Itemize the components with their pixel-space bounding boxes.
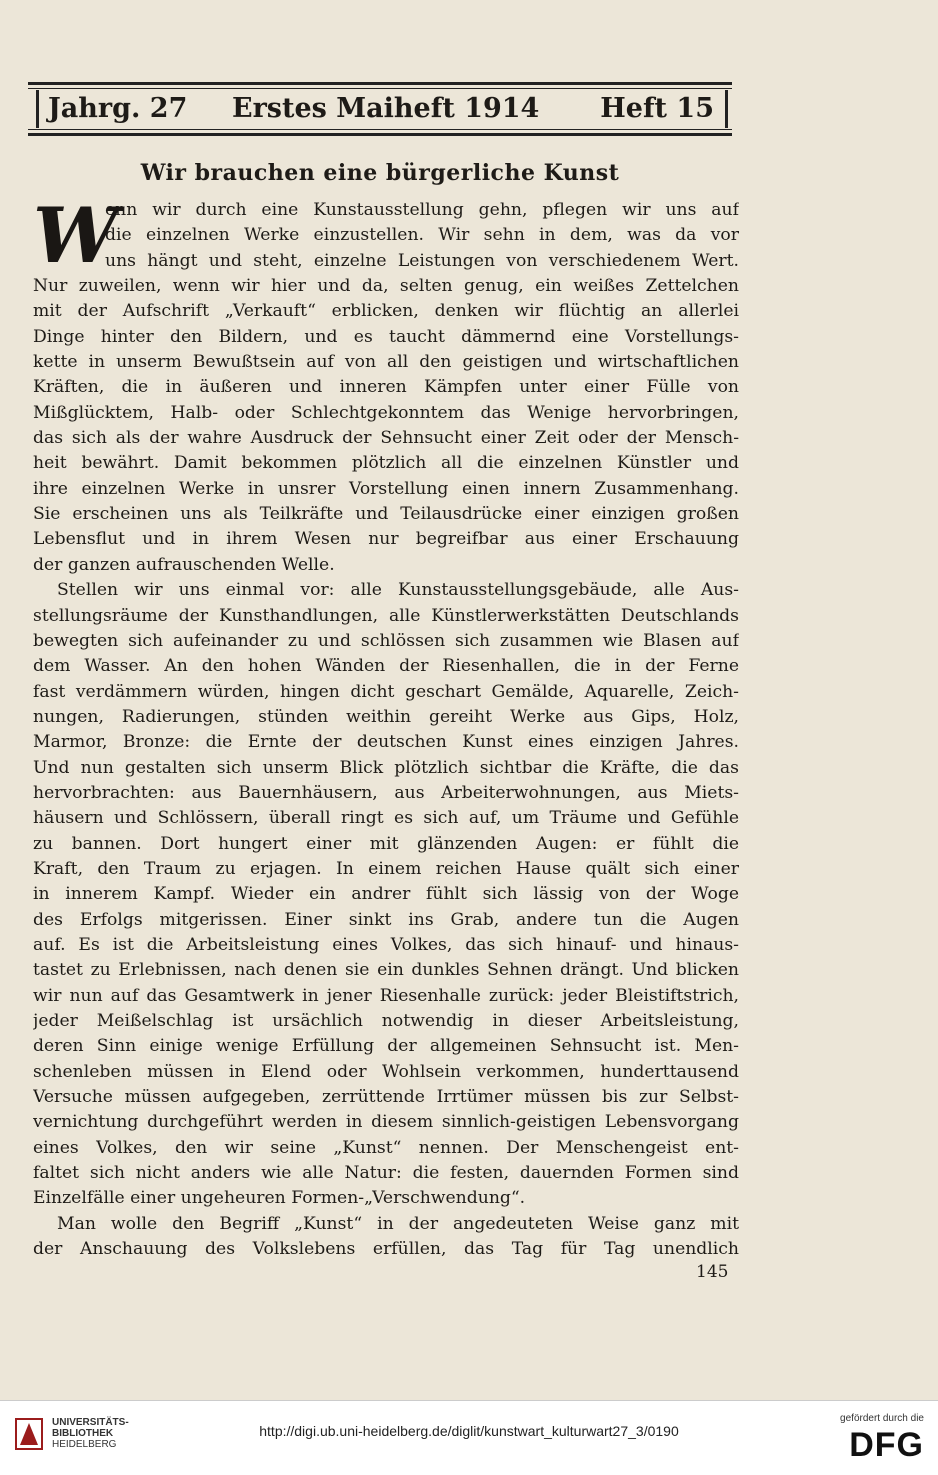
text-line: Marmor, Bronze: die Ernte der deutschen Kunst eines einzigen Jahres. bbox=[33, 732, 739, 753]
dfg-logo: DFG bbox=[849, 1426, 924, 1464]
text-line: kette in unserm Bewußtsein auf von all den geistigen und wirtschaftlichen bbox=[33, 352, 739, 373]
header-volume: Jahrg. 27 bbox=[48, 93, 188, 124]
funded-by-caption: gefördert durch die bbox=[840, 1413, 924, 1424]
text-line: mit der Aufschrift „Verkauft“ erblicken, denken wir flüchtig an allerlei bbox=[33, 301, 739, 322]
text-line: die einzelnen Werke einzustellen. Wir sehn in dem, was da vor bbox=[105, 225, 739, 246]
text-line: das sich als der wahre Ausdruck der Sehnsucht einer Zeit oder der Mensch- bbox=[33, 428, 739, 449]
text-line: Stellen wir uns einmal vor: alle Kunstausstellungsgebäude, alle Aus- bbox=[57, 580, 739, 601]
library-line-2: BIBLIOTHEK bbox=[52, 1428, 114, 1439]
text-line: in innerem Kampf. Wieder ein andrer fühlt sich lässig von der Woge bbox=[33, 884, 739, 905]
header-issue-title: Erstes Maiheft 1914 bbox=[232, 93, 540, 124]
text-line: Lebensflut und in ihrem Wesen nur begreifbar aus einer Erschauung bbox=[33, 529, 739, 550]
text-line: schenleben müssen in Elend oder Wohlsein verkommen, hunderttausend bbox=[33, 1061, 739, 1082]
text-line: nungen, Radierungen, stünden weithin gereiht Werke aus Gips, Holz, bbox=[33, 706, 739, 727]
text-line: wir nun auf das Gesamtwerk in jener Riesenhalle zurück: jeder Bleistiftstrich, bbox=[33, 985, 739, 1006]
drop-cap: W bbox=[33, 191, 119, 280]
text-line: faltet sich nicht anders wie alle Natur: die festen, dauernden Formen sind bbox=[33, 1163, 739, 1184]
text-line: Versuche müssen aufgegeben, zerrüttende Irrtümer müssen bis zur Selbst- bbox=[33, 1087, 739, 1108]
library-line-1: UNIVERSITÄTS- bbox=[52, 1417, 129, 1428]
text-line: Einzelfälle einer ungeheuren Formen-„Verschwendung“. bbox=[33, 1188, 526, 1209]
text-line: häusern und Schlössern, überall ringt es sich auf, um Träume und Gefühle bbox=[33, 808, 739, 829]
library-line-3: HEIDELBERG bbox=[52, 1439, 117, 1450]
viewer-footer bbox=[0, 1400, 938, 1475]
text-line: tastet zu Erlebnissen, nach denen sie ein dunkles Sehnen drängt. Und blicken bbox=[33, 960, 739, 981]
page-number: 145 bbox=[696, 1262, 729, 1282]
text-line: Kräften, die in äußeren und inneren Kämpfen unter einer Fülle von bbox=[33, 377, 739, 398]
text-line: des Erfolgs mitgerissen. Einer sinkt ins Grab, andere tun die Augen bbox=[33, 909, 739, 930]
text-line: ihre einzelnen Werke in unsrer Vorstellung einen innern Zusammenhang. bbox=[33, 478, 739, 499]
permalink-url[interactable]: http://digi.ub.uni-heidelberg.de/diglit/kunstwart_kulturwart27_3/0190 bbox=[259, 1423, 679, 1439]
text-line: Mißglücktem, Halb- oder Schlechtgekonntem das Wenige hervorbringen, bbox=[33, 402, 739, 423]
article-body bbox=[33, 191, 739, 1262]
text-line: hervorbrachten: aus Bauernhäusern, aus Arbeiterwohnungen, aus Miets- bbox=[33, 782, 739, 803]
text-line: Dinge hinter den Bildern, und es taucht dämmernd eine Vorstellungs- bbox=[33, 326, 739, 347]
text-line: uns hängt und steht, einzelne Leistungen von verschiedenem Wert. bbox=[105, 250, 739, 271]
text-line: auf. Es ist die Arbeitsleistung eines Volkes, das sich hinauf- und hinaus- bbox=[33, 934, 739, 955]
text-line: fast verdämmern würden, hingen dicht geschart Gemälde, Aquarelle, Zeich- bbox=[33, 681, 739, 702]
text-line: Und nun gestalten sich unserm Blick plötzlich sichtbar die Kräfte, die das bbox=[33, 757, 739, 778]
text-line: bewegten sich aufeinander zu und schlössen sich zusammen wie Blasen auf bbox=[33, 630, 739, 651]
text-line: deren Sinn einige wenige Erfüllung der allgemeinen Sehnsucht ist. Men- bbox=[33, 1036, 739, 1057]
running-header bbox=[28, 82, 732, 136]
text-line: der ganzen aufrauschenden Welle. bbox=[33, 554, 335, 575]
text-line: vernichtung durchgeführt werden in diesem sinnlich-geistigen Lebensvorgang bbox=[33, 1112, 739, 1133]
text-line: jeder Meißelschlag ist ursächlich notwendig in dieser Arbeitsleistung, bbox=[33, 1011, 739, 1031]
text-line: Sie erscheinen uns als Teilkräfte und Teilausdrücke einer einzigen großen bbox=[33, 504, 739, 525]
text-line: enn wir durch eine Kunstausstellung gehn, pflegen wir uns auf bbox=[105, 200, 739, 220]
text-line: der Anschauung des Volkslebens erfüllen, das Tag für Tag unendlich bbox=[33, 1239, 739, 1260]
text-line: Man wolle den Begriff „Kunst“ in der angedeuteten Weise ganz mit bbox=[57, 1213, 739, 1234]
text-line: zu bannen. Dort hungert einer mit glänzenden Augen: er fühlt die bbox=[33, 833, 739, 854]
text-line: Kraft, den Traum zu erjagen. In einem reichen Hause quält sich einer bbox=[33, 858, 739, 879]
text-line: dem Wasser. An den hohen Wänden der Riesenhallen, die in der Ferne bbox=[33, 656, 739, 677]
article-title: Wir brauchen eine bürgerliche Kunst bbox=[140, 160, 620, 186]
text-line: heit bewährt. Damit bekommen plötzlich all die einzelnen Künstler und bbox=[33, 453, 739, 474]
text-line: Nur zuweilen, wenn wir hier und da, selten genug, ein weißes Zettelchen bbox=[33, 276, 739, 297]
text-line: stellungsräume der Kunsthandlungen, alle Künstlerwerkstätten Deutschlands bbox=[33, 605, 739, 626]
header-issue-number: Heft 15 bbox=[600, 93, 714, 124]
text-line: eines Volkes, den wir seine „Kunst“ nennen. Der Menschengeist ent- bbox=[33, 1137, 739, 1158]
